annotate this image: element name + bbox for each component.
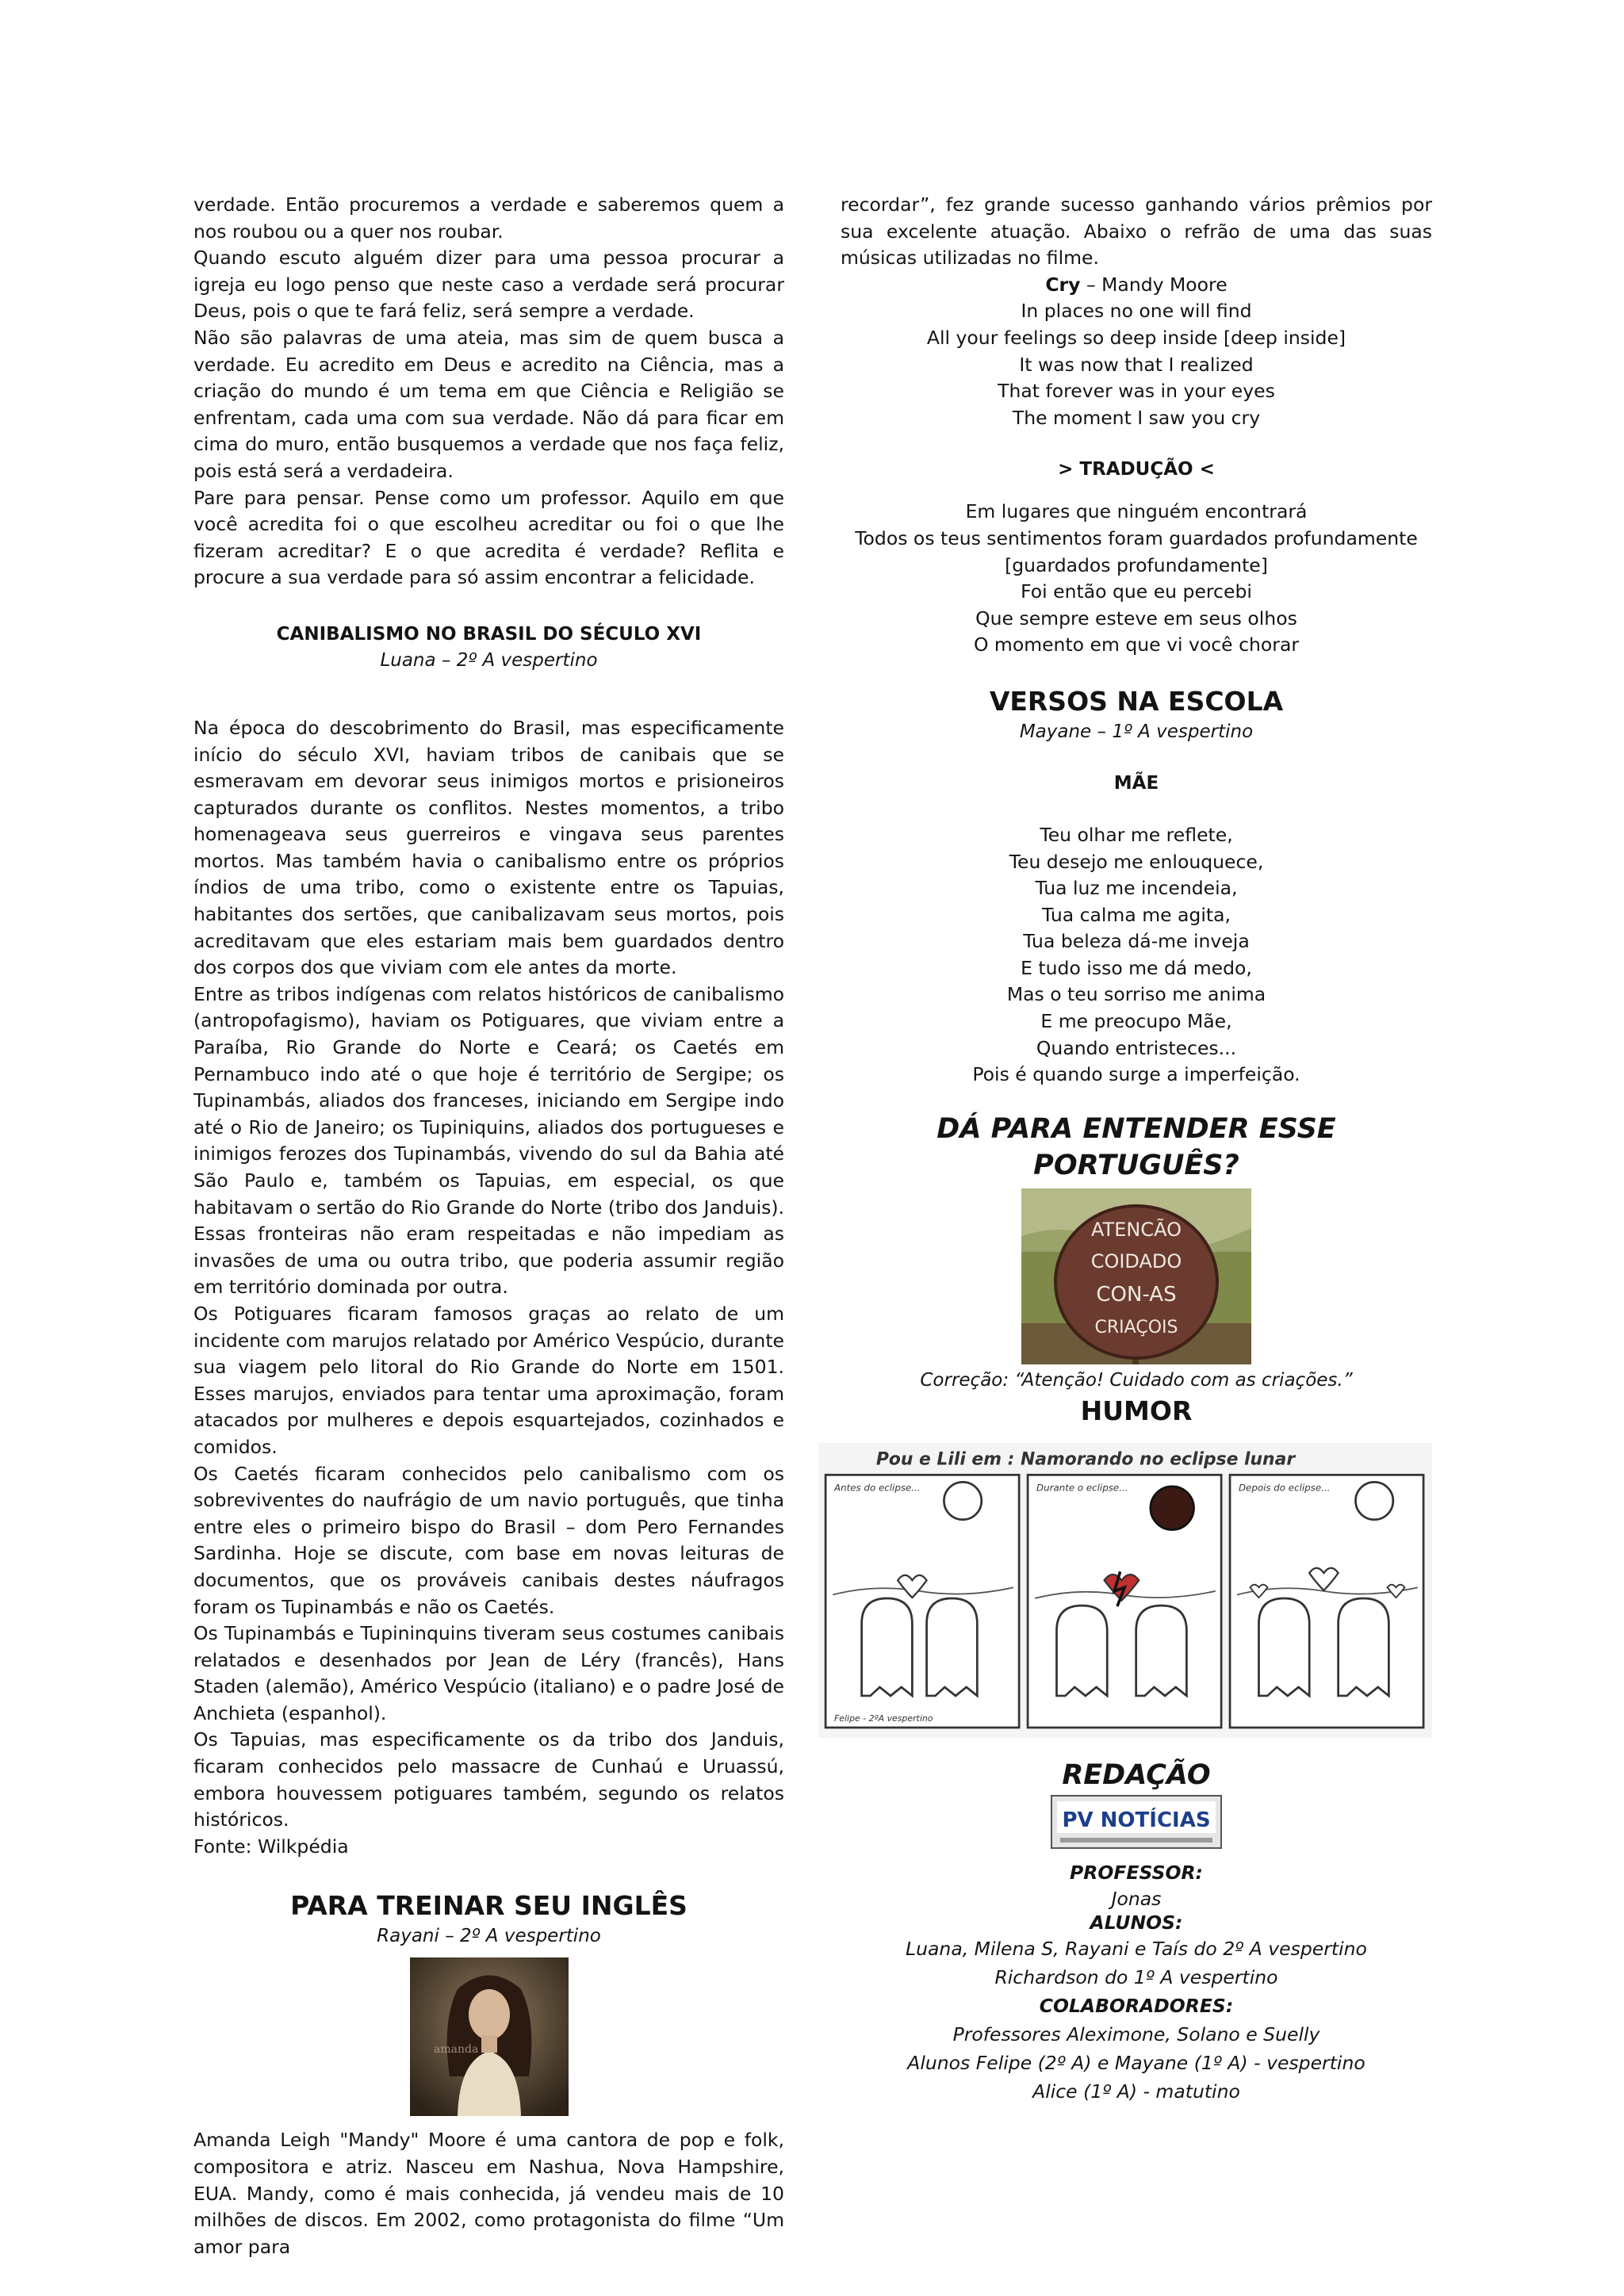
sign-photo (841, 1188, 1432, 1364)
ingles-article (193, 1888, 784, 2260)
poem-line: Mas o teu sorriso me anima (1006, 983, 1266, 1006)
poem-line: Teu desejo me enlouquece, (1009, 850, 1264, 873)
poem-line: Tua calma me agita, (1042, 903, 1231, 926)
paragraph: recordar”, fez grande sucesso ganhando vários prêmios por sua excelente atuação. Abaixo o refrão de uma das suas músicas utilizadas no filme. (841, 193, 1432, 270)
panel-caption: Durante o eclipse... (1036, 1482, 1128, 1494)
poem-line: Tua beleza dá-me inveja (1023, 930, 1250, 953)
song-block (841, 272, 1432, 659)
article-title: DÁ PARA ENTENDER ESSE PORTUGUÊS? (936, 1112, 1336, 1181)
album-cover-photo (193, 1957, 784, 2116)
poem-line: Pois é quando surge a imperfeição. (972, 1063, 1300, 1086)
translation-line: Foi então que eu percebi (1021, 580, 1252, 603)
colaboradores-line: Alice (1º A) - matutino (1032, 2080, 1240, 2103)
sign-text: ATENCÃO (1091, 1218, 1182, 1241)
source-line: Fonte: Wilkpédia (193, 1835, 349, 1858)
correction-caption: Correção: “Atenção! Cuidado com as criações.” (920, 1369, 1353, 1391)
paragraph: Quando escuto alguém dizer para uma pessoa procurar a igreja eu logo penso que neste caso a verdade será procurar Deus, pois o que te fará feliz, será sempre a verdade. (193, 247, 784, 323)
portugues-article (841, 1111, 1432, 1394)
professor-name: Jonas (1111, 1887, 1162, 1910)
paragraph: Os Tapuias, mas especificamente os da tribo dos Janduis, ficaram conhecidos pelo massacre de Cunhaú e Uruassú, embora houvessem potiguares também, segundo os relatos históricos. (193, 1728, 784, 1831)
lyric-line: It was now that I realized (1019, 353, 1254, 376)
left-column (193, 192, 784, 2260)
poem-line: E tudo isso me dá medo, (1021, 956, 1252, 979)
lyric-line: In places no one will find (1021, 300, 1252, 323)
professor-label: PROFESSOR: (1070, 1861, 1203, 1884)
poem-title: MÃE (1113, 772, 1159, 794)
article-byline: Rayani – 2º A vespertino (377, 1926, 601, 1947)
paragraph: Entre as tribos indígenas com relatos históricos de canibalismo (antropofagismo), haviam os Potiguares, que viviam entre a Paraíba, Rio Grande do Norte e Ceará; os Caetés em Pernambuco indo até o que hoje é território de Sergipe; os Tupinambás, aliados dos franceses, iniciando em Sergipe indo até o Rio de Janeiro; os Tupiniquins, aliados dos portugueses e inimigos ferozes dos Tupinambás, vivendo do sul da Bahia até São Paulo e, também os Tapuias, em especial, os que habitavam o sertão do Rio Grande do Norte (tribo dos Janduis). Essas fronteiras não eram respeitadas e não impediam as invasões de uma ou outra tribo, que poderia assumir região em território dominada por outra. (193, 982, 784, 1299)
song-heading (841, 272, 1432, 299)
paragraph: Na época do descobrimento do Brasil, mas especificamente início do século XVI, haviam tribos de canibais que se esmeravam em devorar seus inimigos mortos e prisioneiros capturados durante os conflitos. Nestes momentos, a tribo homenageava seus guerreiros e vingava seus parentes mortos. Mas também havia o canibalismo entre os próprios índios de uma tribo, como o existente entre os Tapuias, habitantes dos sertões, que canibalizavam seus mortos, pois acreditavam que eles estariam mais bem guardados dentro dos corpos dos que viviam com ele antes da morte. (193, 716, 784, 979)
lyric-line: All your feelings so deep inside [deep inside] (926, 326, 1346, 349)
sign-text: CRIAÇOIS (1094, 1317, 1178, 1337)
article-title: CANIBALISMO NO BRASIL DO SÉCULO XVI (276, 623, 702, 645)
alunos-line: Richardson do 1º A vespertino (994, 1965, 1278, 1988)
versos-article (841, 684, 1432, 1089)
poem-line: Tua luz me incendeia, (1035, 877, 1238, 900)
paragraph: verdade. Então procuremos a verdade e saberemos quem a nos roubou ou a quer nos roubar. (193, 193, 784, 243)
article-byline: Luana – 2º A vespertino (380, 649, 598, 671)
sign-text: COIDADO (1090, 1249, 1182, 1272)
poem-line: E me preocupo Mãe, (1040, 1010, 1232, 1033)
redacao-section (841, 1757, 1432, 2106)
translation-line: Que sempre esteve em seus olhos (975, 607, 1297, 629)
poem-line: Teu olhar me reflete, (1040, 823, 1233, 846)
colaboradores-line: Alunos Felipe (2º A) e Mayane (1º A) - vespertino (907, 2051, 1365, 2074)
translation-heading: > TRADUÇÃO < (1058, 459, 1215, 480)
paragraph: Os Potiguares ficaram famosos graças ao relato de um incidente com marujos relatado por Américo Vespúcio, durante sua viagem pelo litoral do Rio Grande do Norte em 1501. Esses marujos, enviados para tentar uma aproximação, foram atacados por mulheres e depois esquartejados, cozinhados e comidos. (193, 1302, 784, 1458)
comic-signature: Felipe - 2ºA vespertino (834, 1712, 933, 1724)
article-title: VERSOS NA ESCOLA (989, 685, 1284, 717)
svg-text:amanda: amanda (433, 2043, 478, 2057)
right-column (834, 192, 1432, 2106)
paragraph: Pare para pensar. Pense como um professor. Aquilo em que você acredita foi o que escolheu acreditar ou foi o que lhe fizeram acreditar? E o que acredita é verdade? Reflita e procure a sua verdade para só assim encontrar a felicidade. (193, 486, 784, 589)
canibalismo-article (193, 622, 784, 1861)
lyric-line: The moment I saw you cry (1012, 406, 1261, 429)
paragraph: Amanda Leigh "Mandy" Moore é uma cantora de pop e folk, compositora e atriz. Nasceu em Nashua, Nova Hampshire, EUA. Mandy, como é mais conhecida, já vendeu mais de 10 milhões de discos. Em 2002, como protagonista do filme “Um amor para (193, 2129, 784, 2258)
paragraph: Os Caetés ficaram conhecidos pelo canibalismo com os sobreviventes do naufrágio de um navio português, que tinha entre eles o primeiro bispo do Brasil – dom Pero Fernandes Sardinha. Hoje se discute, com base em novas leituras de documentos, que os prováveis canibais destes náufragos foram os Tupinambás e não os Caetés. (193, 1462, 784, 1618)
paragraph: Os Tupinambás e Tupininquins tiveram seus costumes canibais relatados e desenhados por Jean de Léry (francês), Hans Staden (alemão), Américo Vespúcio (italiano) e o padre José de Anchieta (espanhol). (193, 1622, 784, 1724)
colaboradores-line: Professores Aleximone, Solano e Suelly (952, 2022, 1320, 2045)
alunos-label: ALUNOS: (1090, 1911, 1183, 1934)
poem-line: Quando entristeces... (1036, 1036, 1237, 1059)
alunos-line: Luana, Milena S, Rayani e Taís do 2º A vespertino (906, 1937, 1367, 1960)
pv-noticias-logo (841, 1795, 1432, 1849)
comic-title: Pou e Lili em : Namorando no eclipse lunar (875, 1449, 1296, 1470)
lyric-line: That forever was in your eyes (998, 380, 1275, 403)
panel-caption: Antes do eclipse... (834, 1482, 921, 1494)
song-artist: – Mandy Moore (1080, 273, 1228, 296)
intro-article (193, 192, 784, 591)
logo-text: PV NOTÍCIAS (1062, 1808, 1211, 1832)
translation-line: Em lugares que ninguém encontrará (965, 500, 1308, 523)
article-title: HUMOR (1080, 1395, 1193, 1426)
article-byline: Mayane – 1º A vespertino (1019, 721, 1254, 742)
translation-line: Todos os teus sentimentos foram guardados profundamente (855, 526, 1418, 549)
panel-caption: Depois do eclipse... (1238, 1482, 1331, 1494)
sign-text: CON-AS (1096, 1282, 1177, 1307)
humor-article (834, 1394, 1432, 1752)
colaboradores-label: COLABORADORES: (1039, 1994, 1234, 2017)
paragraph: Não são palavras de uma ateia, mas sim de quem busca a verdade. Eu acredito em Deus e acredito na Ciência, mas a criação do mundo é um tema em que Ciência e Religião se enfrentam, cada uma com sua verdade. Não dá para ficar em cima do muro, então busquemos a verdade que nos faça feliz, pois está será a verdadeira. (193, 326, 784, 482)
comic-strip (834, 1429, 1432, 1752)
article-title: PARA TREINAR SEU INGLÊS (290, 1890, 688, 1922)
section-title: REDAÇÃO (1062, 1758, 1211, 1791)
translation-line: [guardados profundamente] (1005, 553, 1268, 576)
translation-line: O momento em que vi você chorar (973, 633, 1300, 656)
song-title: Cry (1045, 273, 1081, 296)
